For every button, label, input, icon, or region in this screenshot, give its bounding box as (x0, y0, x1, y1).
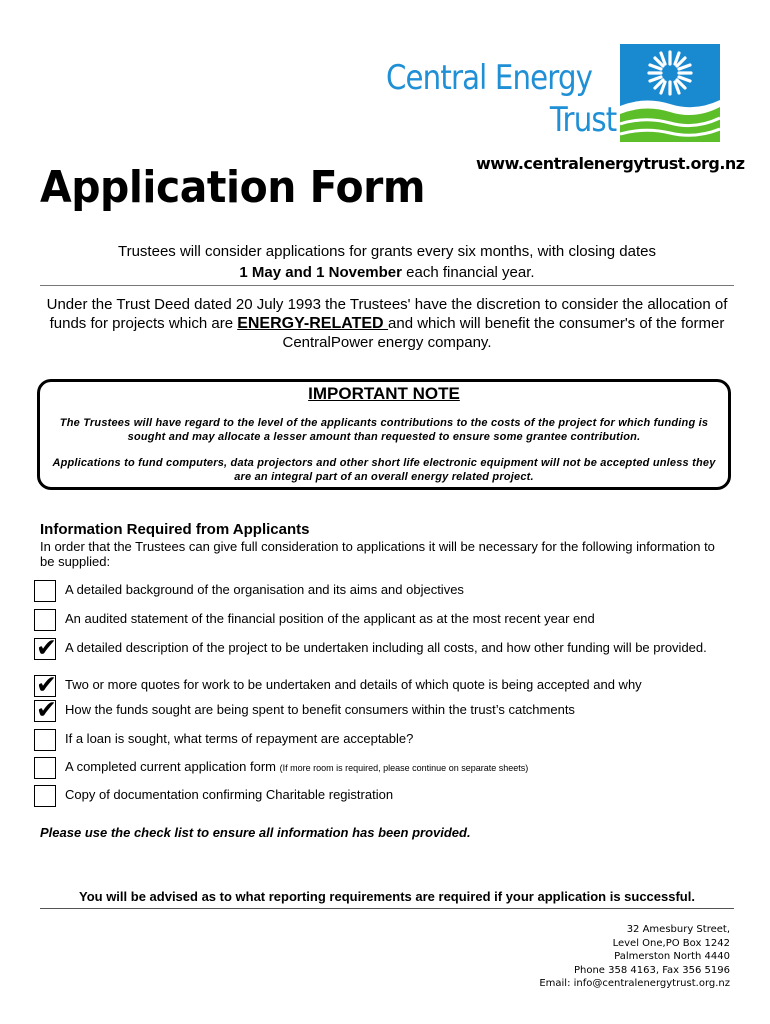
checkbox[interactable] (34, 609, 56, 631)
checklist-instruction: Please use the check list to ensure all information has been provided. (40, 825, 471, 840)
checklist-item-label: If a loan is sought, what terms of repayment are acceptable? (65, 731, 414, 746)
checkbox[interactable] (34, 670, 57, 699)
checklist-item-label: A detailed description of the project to be undertaken including all costs, and how other funding will be provided. (65, 640, 707, 655)
logo-text-line1: Central Energy (386, 58, 593, 98)
important-note-para1: The Trustees will have regard to the level of the applicants contributions to the costs of the project for which funding is sought and may allocate a lesser amount than requested to ensure some grantee contribution. (59, 417, 709, 443)
website-url: www.centralenergytrust.org.nz (476, 154, 745, 173)
address-line: 32 Amesbury Street, (626, 924, 730, 935)
important-note-title-text: IMPORTANT NOTE (308, 384, 460, 403)
checkbox[interactable] (34, 695, 57, 724)
phone-fax: Phone 358 4163, Fax 356 5196 (573, 964, 730, 976)
checklist-item-note: (If more room is required, please continue on separate sheets) (279, 763, 529, 773)
info-text: In order that the Trustees can give full consideration to applications it will be necessary for the following information to be supplied: (40, 539, 715, 569)
important-note-title (40, 384, 728, 404)
page-title: Application Form (40, 162, 426, 213)
checklist-item-label: An audited statement of the financial position of the applicant as at the most recent year end (65, 611, 595, 626)
address-line: Palmerston North 4440 (614, 951, 730, 963)
checkmark-icon: ✔ (36, 633, 57, 662)
checklist-item-label: Two or more quotes for work to be undertaken and details of which quote is being accepted and why (65, 677, 642, 692)
info-heading: Information Required from Applicants (40, 521, 310, 538)
checkbox[interactable] (34, 785, 56, 807)
intro-line1: Trustees will consider applications for grants every six months, with closing dates (117, 243, 656, 260)
checkbox[interactable] (34, 633, 57, 662)
checklist-item-label: A completed current application form (If more room is required, please continue on separate sheets) (65, 759, 529, 774)
checklist-item-label: Copy of documentation confirming Charitable registration (65, 787, 394, 802)
checkbox[interactable] (34, 729, 56, 751)
deed-part1: Under the Trust Deed dated 20 July 1993 the Trustees' have the discretion to consider the allocation of funds for projects which are (46, 296, 728, 332)
trust-logo (386, 44, 720, 144)
important-note-box (37, 379, 731, 490)
logo-text-line2: Trust (549, 100, 616, 140)
trust-deed-paragraph (40, 295, 734, 352)
intro-line2 (40, 262, 734, 283)
energy-related-emphasis: ENERGY-RELATED (237, 315, 389, 332)
checklist-item-label: A detailed background of the organisation and its aims and objectives (65, 582, 464, 597)
divider-top (40, 285, 734, 286)
deed-part2: and which will benefit the consumer's of the former CentralPower energy company. (282, 315, 725, 351)
checkbox[interactable] (34, 580, 56, 602)
checkbox[interactable] (34, 757, 56, 779)
reporting-requirements-note: You will be advised as to what reporting requirements are required if your application is successful. (79, 889, 695, 904)
sun-wave-logo-icon (620, 44, 720, 142)
checkmark-icon: ✔ (36, 670, 57, 699)
checklist-item-label: How the funds sought are being spent to benefit consumers within the trust’s catchments (65, 702, 575, 717)
intro-line2-rest: each financial year. (401, 264, 535, 281)
important-note-para2: Applications to fund computers, data projectors and other short life electronic equipment will not be accepted unless they are an integral part of an overall energy related project. (52, 457, 716, 483)
intro-paragraph (40, 241, 734, 283)
divider-bottom (40, 908, 734, 909)
email: Email: info@centralenergytrust.org.nz (539, 978, 730, 990)
contact-address (539, 923, 730, 991)
checkmark-icon: ✔ (36, 695, 57, 724)
closing-dates: 1 May and 1 November (239, 264, 402, 281)
address-line: Level One,PO Box 1242 (612, 937, 730, 949)
